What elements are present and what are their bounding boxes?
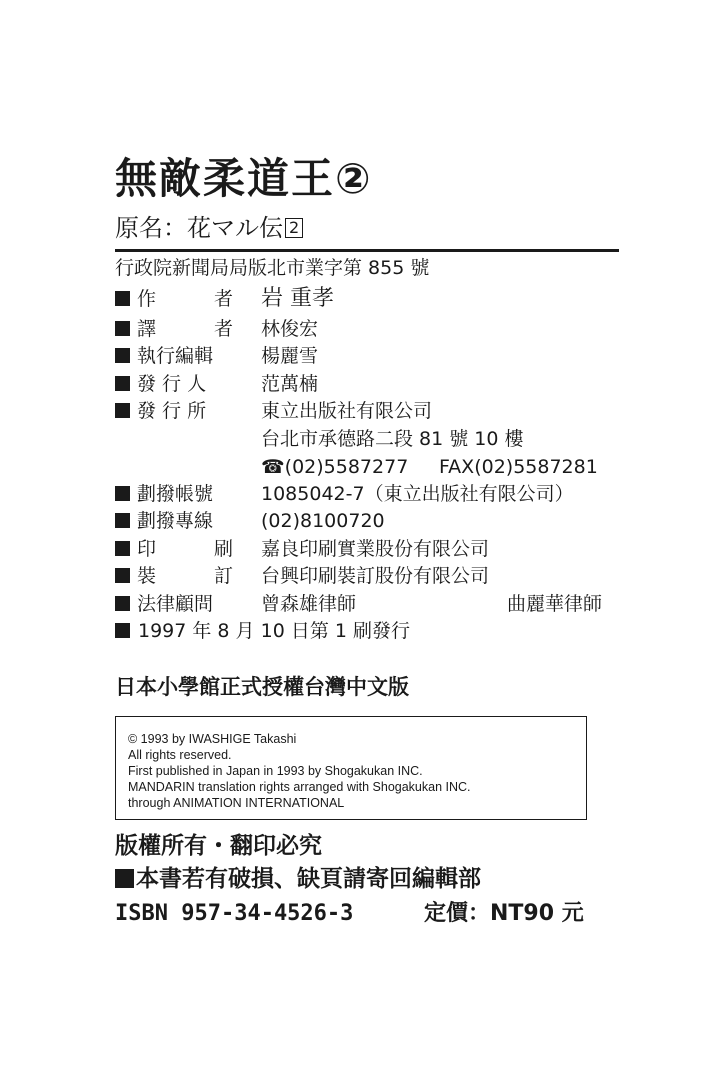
square-bullet-icon xyxy=(115,596,130,611)
credit-row-hotline xyxy=(115,510,385,532)
copyright-line: © 1993 by IWASHIGE Takashi xyxy=(128,732,297,746)
credit-row-binding xyxy=(115,565,490,587)
publisher-phone: ☎(02)5587277 xyxy=(261,456,409,478)
credit-value: 台興印刷裝訂股份有限公司 xyxy=(261,565,490,587)
price: 定價：NT90 元 xyxy=(424,901,584,926)
credit-label: 譯 者 xyxy=(137,318,233,340)
credit-label: 裝 訂 xyxy=(137,565,233,587)
publication-date xyxy=(115,622,410,641)
credit-row-printing xyxy=(115,538,490,560)
official-edition-note: 日本小學館正式授權台灣中文版 xyxy=(115,675,409,699)
credit-value: 岩 重孝 xyxy=(261,286,334,311)
credit-label: 執行編輯 xyxy=(137,345,214,367)
title-divider xyxy=(115,249,619,252)
license-line: 行政院新聞局局版北市業字第 855 號 xyxy=(115,257,430,279)
square-bullet-icon xyxy=(115,321,130,336)
credit-value: 嘉良印刷實業股份有限公司 xyxy=(261,538,490,560)
copyright-line: through ANIMATION INTERNATIONAL xyxy=(128,796,345,810)
copyright-line: MANDARIN translation rights arranged with Shogakukan INC. xyxy=(128,780,471,794)
credit-label: 劃撥專線 xyxy=(137,510,214,532)
square-bullet-icon xyxy=(115,403,130,418)
isbn: ISBN 957-34-4526-3 xyxy=(115,901,354,926)
damage-notice-text: 本書若有破損、缺頁請寄回編輯部 xyxy=(136,866,481,892)
credit-label: 劃撥帳號 xyxy=(137,483,214,505)
copyright-box xyxy=(115,716,587,820)
credit-value: 曾森雄律師 xyxy=(261,593,357,615)
square-bullet-icon xyxy=(115,568,130,583)
square-bullet-icon xyxy=(115,291,130,306)
credit-row-legal xyxy=(115,593,603,615)
credit-label: 印 刷 xyxy=(137,538,233,560)
credit-row-publisher xyxy=(115,400,433,422)
credit-value-secondary: 曲麗華律師 xyxy=(507,593,603,615)
credit-row-translator xyxy=(115,318,319,340)
credit-value: (02)8100720 xyxy=(261,510,385,532)
square-bullet-icon xyxy=(115,623,130,638)
publisher-address: 台北市承德路二段 81 號 10 樓 xyxy=(261,428,524,450)
volume-number-box: 2 xyxy=(285,218,303,238)
credit-value: 范萬楠 xyxy=(261,373,319,395)
credit-row-author xyxy=(115,286,334,311)
publication-date-text: 1997 年 8 月 10 日第 1 刷發行 xyxy=(138,620,410,642)
credit-value: 林俊宏 xyxy=(261,318,319,340)
credit-value: 1085042-7（東立出版社有限公司） xyxy=(261,483,574,505)
credit-value: 東立出版社有限公司 xyxy=(261,400,433,422)
copyright-line: All rights reserved. xyxy=(128,748,232,762)
credit-label: 作 者 xyxy=(137,288,233,310)
square-bullet-icon xyxy=(115,486,130,501)
credit-row-account xyxy=(115,483,574,505)
publisher-fax: FAX(02)5587281 xyxy=(439,456,598,478)
square-bullet-icon xyxy=(115,376,130,391)
book-title: 無敵柔道王② xyxy=(115,154,373,203)
original-title-label: 原名：花マル伝 xyxy=(115,214,283,242)
credit-label: 發 行 人 xyxy=(137,373,207,395)
credit-row-issuer xyxy=(115,373,319,395)
damage-notice xyxy=(115,868,481,891)
credit-row-editor xyxy=(115,345,319,367)
square-bullet-icon xyxy=(115,513,130,528)
credit-value: 楊麗雪 xyxy=(261,345,319,367)
square-bullet-icon xyxy=(115,348,130,363)
original-title xyxy=(115,216,303,240)
square-bullet-icon xyxy=(115,541,130,556)
rights-notice: 版權所有・翻印必究 xyxy=(115,833,322,859)
square-bullet-icon xyxy=(115,869,134,888)
copyright-line: First published in Japan in 1993 by Shogakukan INC. xyxy=(128,764,423,778)
credit-label: 發 行 所 xyxy=(137,400,207,422)
credit-label: 法律顧問 xyxy=(137,593,214,615)
